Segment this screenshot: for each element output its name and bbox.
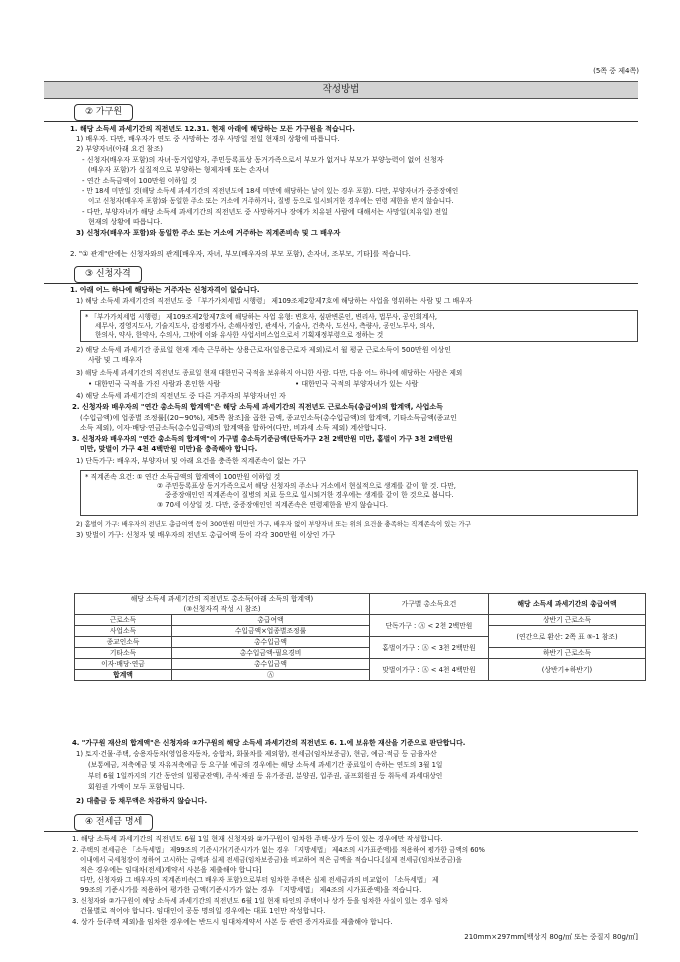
text-line: (배우자 포함)가 실질적으로 부양하는 형제자매 또는 손자녀 — [88, 166, 270, 174]
page-number: (5쪽 중 제4쪽) — [593, 67, 639, 75]
divider — [44, 831, 638, 832]
text-line: 현재의 상황에 따릅니다. — [88, 218, 163, 226]
table-cell: 기타소득 — [75, 648, 172, 659]
table-row — [75, 659, 646, 670]
table-header — [75, 594, 370, 615]
text-line: 건물별로 적어야 합니다. 임대인이 공동 명의일 경우에는 대표 1인만 작성합니다. — [80, 907, 326, 915]
note-line: * 「부가가치세법 시행령」 제109조제2항제7호에 해당하는 사업 유형: 변호사, 심판변론인, 변리사, 법무사, 공인회계사, — [85, 313, 438, 321]
table-header-row — [75, 594, 646, 615]
table-cell: (상반기+하반기) — [489, 659, 646, 681]
table-row — [75, 615, 646, 626]
divider — [44, 283, 638, 284]
paper-spec-footer: 210mm×297mm[백상지 80g/㎡ 또는 중질지 80g/㎡] — [464, 933, 638, 941]
table-cell: Ⓐ — [172, 670, 370, 681]
text-line: 3. 신청자와 ②가구원이 해당 소득세 과세기간의 직전년도 6월 1일 현재 타인의 주택이나 상가 등을 임차한 사실이 있는 경우 임차 — [72, 897, 448, 905]
note-box-business-types — [80, 310, 638, 342]
note-line: ② 주민등록표상 동거가족으로서 해당 신청자의 주소나 거소에서 현실적으로 생계를 같이 할 것. 다만, — [157, 482, 456, 491]
text-line: 99조의 기준시가를 적용하여 평가한 금액(기준시가가 없는 경우 「지방세법」 제4조의 시가표준액)을 적습니다. — [80, 886, 422, 894]
table-header: 해당 소득세 과세기간의 총급여액 — [489, 594, 646, 615]
table-cell: 이자·배당·연금 — [75, 659, 172, 670]
note-line: ③ 70세 이상일 것. 다만, 중증장애인인 직계존속은 연령제한을 받지 않습니다. — [157, 500, 389, 509]
text-line: (수입금액)에 업종별 조정률[(20~90%), 제5쪽 참조]을 곱한 금액, 종교인소득(총수입금액)의 합계액, 기타소득금액(종교인 — [80, 414, 457, 422]
table-cell: 총수입금액-필요경비 — [172, 648, 370, 659]
text-line: 2) 부양자녀(아래 요건 참조) — [76, 145, 163, 153]
text-line: 3. 신청자와 배우자의 "연간 총소득의 합계액"이 가구별 총소득기준금액(단독가구 2천 2백만원 미만, 홑벌이 가구 3천 2백만원 — [72, 435, 453, 443]
table-header: 가구별 총소득요건 — [370, 594, 489, 615]
text-line: 1) 단독가구: 배우자, 부양자녀 및 아래 요건을 충족한 직계존속이 없는 가구 — [76, 457, 307, 465]
text-line: 2. 주택의 전세금은 「소득세법」 제99조의 기준시가(기준시가가 없는 경우 「지방세법」 제4조의 시가표준액)를 적용하여 평가한 금액의 60% — [72, 846, 485, 854]
table-cell: 총급여액 — [172, 615, 370, 626]
table-cell: 사업소득 — [75, 626, 172, 637]
income-table — [74, 593, 646, 681]
text-line: - 신청자(배우자 포함)의 자녀·동거입양자, 주민등록표상 동거가족으로서 부모가 없거나 부모가 부양능력이 없어 신청자 — [82, 156, 444, 164]
text-line: (보통예금, 저축예금 및 자유저축예금 등 요구불 예금의 경우에는 해당 소득세 과세기간 종료일이 속하는 연도의 3월 1일 — [88, 761, 443, 769]
note-line: * 직계존속 요건: ① 연간 소득금액의 합계액이 100만원 이하일 것 — [85, 473, 281, 481]
text-line: 이내에서 국세청장이 정하여 고시하는 금액과 실제 전세금(임차보증금)을 비교하여 적은 금액을 적습니다.[실제 전세금(임차보증금)을 — [80, 856, 462, 864]
table-cell: 수입금액×업종별조정률 — [172, 626, 370, 637]
text-line: 1. 아래 어느 하나에 해당하는 거주자는 신청자격이 없습니다. — [70, 286, 260, 294]
text-line: 2) 대출금 등 채무액은 차감하지 않습니다. — [76, 797, 208, 805]
text-line: - 다만, 부양자녀가 해당 소득세 과세기간의 직전년도 중 사망하거나 장애가 치유된 사람에 대해서는 사망일(치유일) 전일 — [82, 208, 448, 216]
text-line: 3) 신청자(배우자 포함)와 동일한 주소 또는 거소에 거주하는 직계존비속 및 그 배우자 — [76, 229, 341, 237]
text-line: 적은 경우에는 임대차(전세)계약서 사본을 제출해야 합니다] — [80, 866, 262, 874]
text-line: 1) 토지·건물·주택, 승용자동차(영업용자동차, 승합차, 화물차를 제외함), 전세금(임차보증금), 현금, 예금·적금 등 금융자산 — [76, 750, 437, 758]
table-cell: 단독가구 : Ⓐ < 2천 2백만원 — [370, 615, 489, 637]
table-cell: 총수입금액 — [172, 637, 370, 648]
text-line: • 대한민국 국적을 가진 사람과 혼인한 사람 — [88, 380, 221, 388]
text-line: 1. 해당 소득세 과세기간의 직전년도 6월 1일 현재 신청자와 ②가구원이 임차한 주택·상가 등이 있는 경우에만 작성합니다. — [72, 835, 443, 843]
table-cell: 하반기 근로소득 — [489, 648, 646, 659]
text-line: 부터 6월 1일까지의 기간 동안의 일평균잔액), 주식·채권 등 유가증권, 분양권, 입주권, 골프회원권 등 취득세 과세대상인 — [88, 772, 443, 780]
section-heading-household: ② 가구원 — [74, 104, 133, 121]
note-box-ancestor-requirements — [80, 470, 638, 516]
table-header-line: 해당 소득세 과세기간의 직전년도 총소득(아래 소득의 합계액) — [130, 595, 314, 603]
text-line: 3) 해당 소득세 과세기간의 직전년도 종료일 현재 대한민국 국적을 보유하지 아니한 사람. 다만, 다음 어느 하나에 해당하는 사람은 제외 — [76, 369, 463, 377]
text-line: 4) 해당 소득세 과세기간의 직전년도 중 다른 거주자의 부양자녀인 자 — [76, 392, 286, 400]
text-line: 이고 신청자(배우자 포함)와 동일한 주소 또는 거소에 거주하거나, 질병 등으로 일시퇴거한 경우에는 연령 제한을 받지 않습니다. — [88, 197, 454, 205]
text-line: 4. 상가 등(주택 제외)을 임차한 경우에는 반드시 임대차계약서 사본 등 관련 증거자료를 제출해야 합니다. — [72, 918, 393, 926]
text-line: 2. 신청자와 배우자의 "연간 총소득의 합계액"은 해당 소득세 과세기간의 직전년도 근로소득(총급여)의 합계액, 사업소득 — [72, 403, 443, 411]
divider — [44, 121, 638, 122]
table-cell: (연간으로 환산: 2쪽 표 ⑤-1 참조) — [489, 626, 646, 648]
table-row — [75, 626, 646, 637]
table-cell: 홑벌이가구 : Ⓐ < 3천 2백만원 — [370, 637, 489, 659]
text-line: 4. "가구원 재산의 합계액"은 신청자와 ②가구원의 해당 소득세 과세기간의 직전년도 6. 1.에 보유한 재산을 기준으로 판단합니다. — [72, 739, 466, 747]
text-line: 다만, 신청자와 그 배우자의 직계존비속(그 배우자 포함)으로부터 임차한 주택은 실제 전세금과의 비교없이 「소득세법」 제 — [80, 876, 439, 884]
table-cell: 종교인소득 — [75, 637, 172, 648]
table-cell: 상반기 근로소득 — [489, 615, 646, 626]
note-line: 중증장애인인 직계존속이 질병의 치료 등으로 일시퇴거한 경우에는 생계를 같이 한 것으로 봅니다. — [165, 491, 454, 500]
text-line: 사람 및 그 배우자 — [88, 356, 143, 364]
section-heading-deposit: ④ 전세금 명세 — [74, 814, 153, 831]
text-line: 2) 해당 소득세 과세기간 종료일 현재 계속 근무하는 상용근로자(일용근로자 제외)로서 월 평균 근로소득이 500만원 이상인 — [76, 346, 451, 354]
table-cell: 맞벌이가구 : Ⓐ < 4천 4백만원 — [370, 659, 489, 681]
page-title: 작성방법 — [44, 81, 638, 99]
text-line: 1. 해당 소득세 과세기간의 직전년도 12.31. 현재 아래에 해당하는 모든 가구원을 적습니다. — [70, 125, 355, 133]
text-line: • 대한민국 국적의 부양자녀가 있는 사람 — [295, 380, 419, 388]
text-line: 2) 홑벌이 가구: 배우자의 전년도 총급여액 등이 300만원 미만인 가구, 배우자 없이 부양자녀 또는 위의 요건을 충족하는 직계존속이 있는 가구 — [76, 520, 471, 528]
note-line: 한의사, 약사, 한약사, 수의사, 그밖에 이와 유사한 사업서비스업으로서 기획재정부령으로 정하는 것 — [95, 331, 384, 340]
text-line: 미만, 맞벌이 가구 4천 4백만원 미만)을 충족해야 합니다. — [80, 445, 258, 453]
text-line: - 만 18세 미만일 것(해당 소득세 과세기간의 직전년도에 18세 미만에 해당하는 날이 있는 경우 포함). 다만, 부양자녀가 중증장애인 — [82, 187, 459, 195]
section-heading-eligibility: ③ 신청자격 — [74, 266, 142, 283]
table-row — [75, 648, 646, 659]
table-header-line: (③신청자격 작성 시 참조) — [183, 605, 261, 613]
text-line: 회원권 가액이 모두 포함됩니다. — [88, 783, 185, 791]
text-line: 3) 맞벌이 가구: 신청자 및 배우자의 전년도 총급여액 등이 각각 300만원 이상인 가구 — [76, 531, 336, 539]
text-line: 1) 해당 소득세 과세기간의 직전년도 중 「부가가치세법 시행령」 제109조제2항제7호에 해당하는 사업을 영위하는 사람 및 그 배우자 — [76, 297, 473, 305]
text-line: 1) 배우자. 다만, 배우자가 연도 중 사망하는 경우 사망일 전일 현재의 상황에 따릅니다. — [76, 135, 340, 143]
text-line: - 연간 소득금액이 100만원 이하일 것 — [82, 177, 197, 185]
table-cell: 합계액 — [75, 670, 172, 681]
note-line: 세무사, 경영지도사, 기술지도사, 감정평가사, 손해사정인, 관세사, 기술사, 건축사, 도선사, 측량사, 공인노무사, 의사, — [95, 322, 435, 331]
text-line: 2. "① 관계"란에는 신청자와의 관계[배우자, 자녀, 부모(배우자의 부모 포함), 손자녀, 조부모, 기타]를 적습니다. — [70, 250, 411, 258]
text-line: 소득 제외), 이자·배당·연금소득(총수입금액)의 합계액을 합하여(다만, 비과세 소득 제외) 계산합니다. — [80, 424, 387, 432]
table-cell: 근로소득 — [75, 615, 172, 626]
table-cell: 총수입금액 — [172, 659, 370, 670]
